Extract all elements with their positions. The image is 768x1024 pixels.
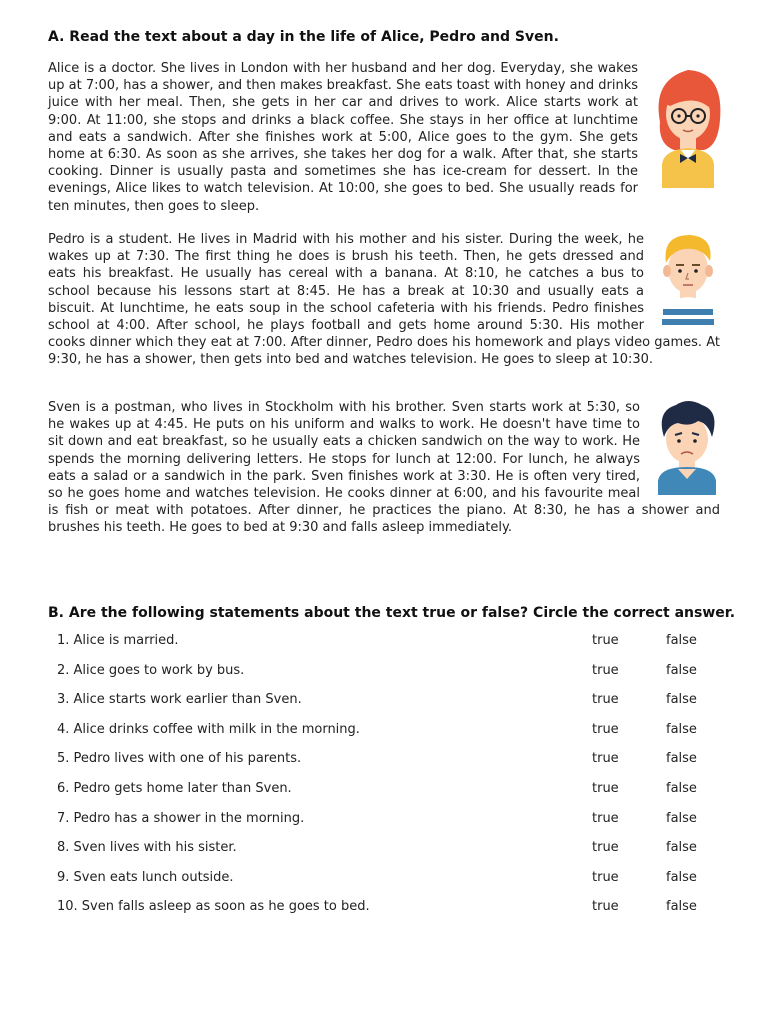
true-option[interactable]: true <box>592 721 619 737</box>
statement-row-3 <box>57 690 717 720</box>
statement-text: 6. Pedro gets home later than Sven. <box>57 780 292 796</box>
pedro-text: Pedro is a student. He lives in Madrid with his mother and his sister. During the week, he wakes up at 7:30. The first thing he does is brush his teeth. Then, he gets dressed and eats his breakfast. He usually has cereal with a banana. At 8:10, he catches a bus to school because his lessons start at 8:45. He has a break at 10:30 and usually eats a biscuit. At lunchtime, he eats soup in the school cafeteria with his friends. Pedro finishes school at 4:00. After school, he plays football and gets home around 5:30. His mother cooks dinner which they eat at 7:00. After dinner, Pedro does his homework and plays video games. At 9:30, he has a shower, then gets into bed and watches television. He goes to sleep at 10:30. <box>48 232 720 368</box>
statement-row-10 <box>57 897 717 927</box>
true-option[interactable]: true <box>592 869 619 885</box>
alice-text: Alice is a doctor. She lives in London with her husband and her dog. Everyday, she wakes up at 7:00, has a shower, and then makes breakfast. She eats toast with honey and drinks juice with her meal. Then, she gets in her car and drives to work. Alice starts work at 9:00. At 11:00, she stops and drinks a black coffee. She stays in her office at lunchtime and eats a sandwich. After she finishes work at 5:00, Alice goes to the gym. She gets home at 6:30. As soon as she arrives, she takes her dog for a walk. After that, she starts cooking. Dinner is usually pasta and sometimes she has ice-cream for dessert. In the evenings, Alice likes to watch television. At 10:00, she goes to bed. She usually reads for ten minutes, then goes to sleep. <box>48 61 638 214</box>
statements-list <box>57 631 717 927</box>
statement-text: 9. Sven eats lunch outside. <box>57 869 234 885</box>
pedro-portrait-icon <box>654 229 722 327</box>
false-option[interactable]: false <box>666 899 697 915</box>
true-option[interactable]: true <box>592 662 619 678</box>
alice-portrait-icon <box>648 60 730 188</box>
true-option[interactable]: true <box>592 840 619 856</box>
false-option[interactable]: false <box>666 751 697 767</box>
statement-text: 1. Alice is married. <box>57 633 179 648</box>
pedro-paragraph <box>48 231 720 369</box>
statement-row-2 <box>57 661 717 691</box>
statement-row-8 <box>57 838 717 868</box>
alice-paragraph <box>48 60 720 215</box>
false-option[interactable]: false <box>666 840 697 856</box>
statement-text: 5. Pedro lives with one of his parents. <box>57 751 302 767</box>
statement-text: 8. Sven lives with his sister. <box>57 840 237 856</box>
sven-portrait-icon <box>650 397 724 495</box>
statement-row-9 <box>57 868 717 898</box>
section-b-heading: B. Are the following statements about the text true or false? Circle the correct answer. <box>48 605 736 621</box>
true-option[interactable]: true <box>592 633 619 648</box>
false-option[interactable]: false <box>666 721 697 737</box>
statement-row-7 <box>57 809 717 839</box>
true-option[interactable]: true <box>592 899 619 915</box>
statement-text: 3. Alice starts work earlier than Sven. <box>57 692 302 708</box>
statement-text: 4. Alice drinks coffee with milk in the morning. <box>57 721 360 737</box>
sven-paragraph <box>48 399 720 537</box>
false-option[interactable]: false <box>666 869 697 885</box>
true-option[interactable]: true <box>592 810 619 826</box>
statement-row-6 <box>57 779 717 809</box>
section-a-heading: A. Read the text about a day in the life of Alice, Pedro and Sven. <box>48 29 559 45</box>
statement-row-1 <box>57 631 717 661</box>
statement-row-5 <box>57 749 717 779</box>
false-option[interactable]: false <box>666 662 697 678</box>
false-option[interactable]: false <box>666 810 697 826</box>
true-option[interactable]: true <box>592 692 619 708</box>
false-option[interactable]: false <box>666 780 697 796</box>
false-option[interactable]: false <box>666 692 697 708</box>
statement-row-4 <box>57 720 717 750</box>
statement-text: 10. Sven falls asleep as soon as he goes to bed. <box>57 899 370 915</box>
statement-text: 2. Alice goes to work by bus. <box>57 662 245 678</box>
true-option[interactable]: true <box>592 780 619 796</box>
true-option[interactable]: true <box>592 751 619 767</box>
false-option[interactable]: false <box>666 633 697 648</box>
statement-text: 7. Pedro has a shower in the morning. <box>57 810 305 826</box>
sven-text: Sven is a postman, who lives in Stockholm with his brother. Sven starts work at 5:30, so he wakes up at 4:45. He puts on his uniform and walks to work. He doesn't have time to sit down and eat breakfast, so he usually eats a chicken sandwich on the way to work. He spends the morning delivering letters. He stops for lunch at 12:00. For lunch, he always eats a salad or a sandwich in the park. Sven finishes work at 3:30. He is often very tired, so he goes home and watches television. He cooks dinner at 6:00, and his favourite meal is fish or meat with potatoes. After dinner, he practices the piano. At 8:30, he has a shower and brushes his teeth. He goes to bed at 9:30 and falls asleep immediately. <box>48 400 720 536</box>
